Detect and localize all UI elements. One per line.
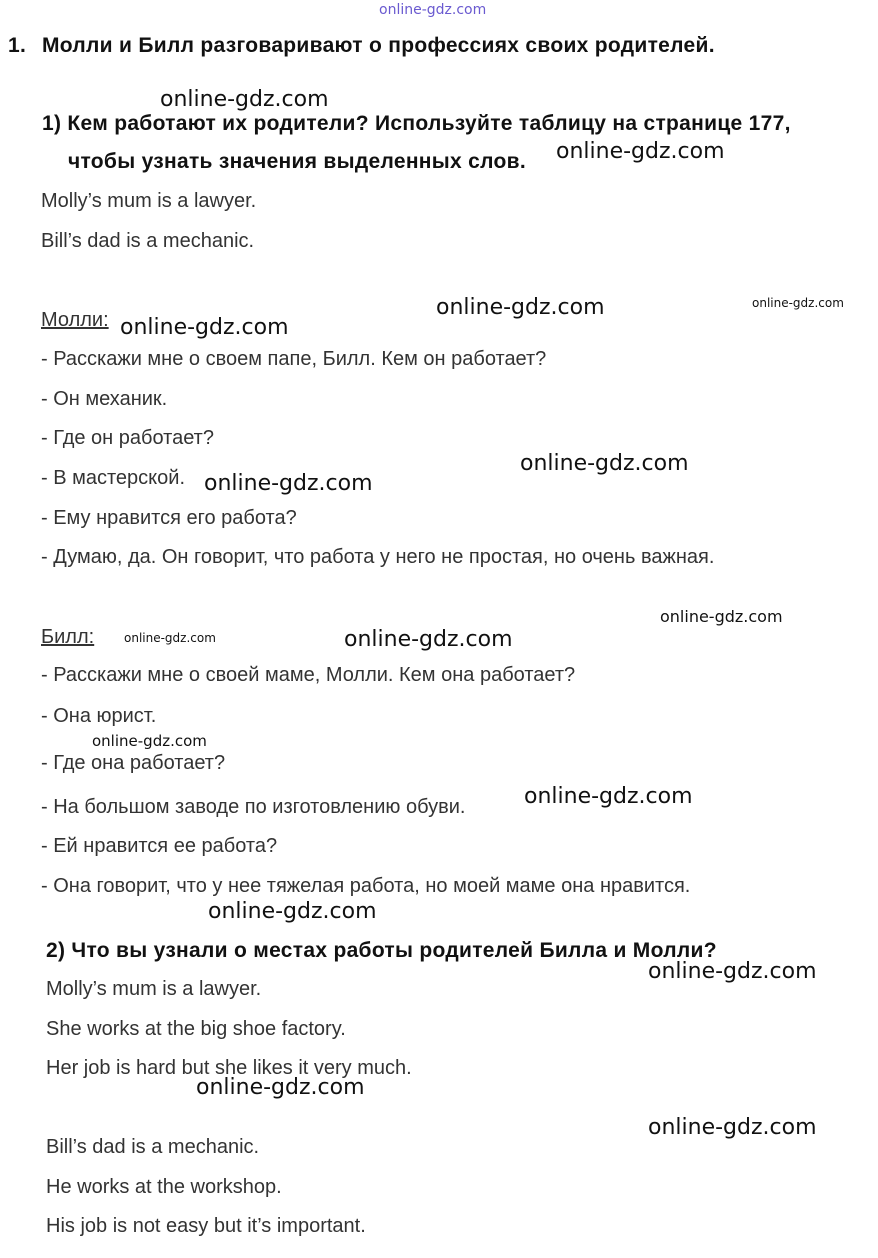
watermark: online-gdz.com — [196, 1075, 365, 1100]
dialogue-line: - Думаю, да. Он говорит, что работа у него не простая, но очень важная. — [41, 546, 715, 568]
watermark-top: online-gdz.com — [379, 2, 487, 18]
part2-answer: He works at the workshop. — [46, 1176, 282, 1198]
watermark: online-gdz.com — [524, 784, 693, 809]
dialogue-line: - В мастерской. — [41, 467, 185, 489]
dialogue-line: - Где он работает? — [41, 427, 214, 449]
dialogue-line: - Она юрист. — [41, 705, 157, 727]
speaker-molly: Молли: — [41, 309, 109, 331]
task-number: 1. — [8, 34, 27, 57]
dialogue-line: - Расскажи мне о своем папе, Билл. Кем он работает? — [41, 348, 547, 370]
watermark: online-gdz.com — [436, 295, 605, 320]
dialogue-line: - Ей нравится ее работа? — [41, 835, 278, 857]
watermark: online-gdz.com — [752, 296, 844, 310]
watermark: online-gdz.com — [160, 87, 329, 112]
part1-answer: Bill’s dad is a mechanic. — [41, 230, 255, 252]
part2-answer: She works at the big shoe factory. — [46, 1018, 346, 1040]
dialogue-line: - Она говорит, что у нее тяжелая работа, но моей маме она нравится. — [41, 875, 691, 897]
part2-answer: Her job is hard but she likes it very much. — [46, 1057, 412, 1079]
dialogue-line: - На большом заводе по изготовлению обуви. — [41, 796, 466, 818]
dialogue-line: - Он механик. — [41, 388, 168, 410]
dialogue-line: - Ему нравится его работа? — [41, 507, 297, 529]
speaker-bill: Билл: — [41, 626, 95, 648]
dialogue-line: - Где она работает? — [41, 752, 226, 774]
watermark: online-gdz.com — [92, 732, 207, 750]
part2-answer: Bill’s dad is a mechanic. — [46, 1136, 260, 1158]
watermark: online-gdz.com — [556, 139, 725, 164]
dialogue-line: - Расскажи мне о своей маме, Молли. Кем она работает? — [41, 664, 576, 686]
part1-answer: Molly’s mum is a lawyer. — [41, 190, 257, 212]
watermark: online-gdz.com — [344, 627, 513, 652]
watermark: online-gdz.com — [648, 959, 817, 984]
watermark: online-gdz.com — [124, 631, 216, 645]
part1-question-line2: чтобы узнать значения выделенных слов. — [68, 150, 526, 173]
part2-question: 2) Что вы узнали о местах работы родителей Билла и Молли? — [46, 939, 717, 962]
part2-answer: His job is not easy but it’s important. — [46, 1215, 366, 1237]
watermark: online-gdz.com — [660, 607, 783, 626]
part2-answer: Molly’s mum is a lawyer. — [46, 978, 262, 1000]
watermark: online-gdz.com — [204, 471, 373, 496]
task-title: Молли и Билл разговаривают о профессиях своих родителей. — [42, 34, 715, 57]
watermark: online-gdz.com — [208, 899, 377, 924]
part1-question-line1: 1) Кем работают их родители? Используйте таблицу на странице 177, — [42, 112, 791, 135]
watermark: online-gdz.com — [648, 1115, 817, 1140]
watermark: online-gdz.com — [120, 315, 289, 340]
watermark: online-gdz.com — [520, 451, 689, 476]
